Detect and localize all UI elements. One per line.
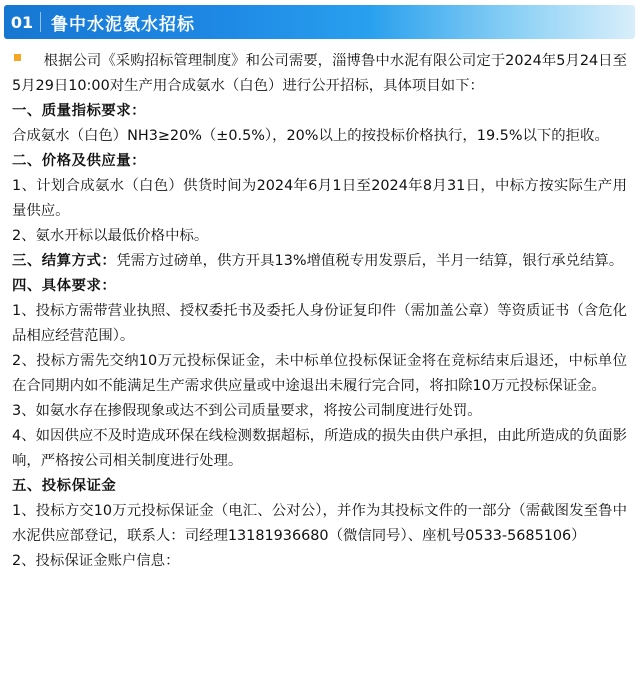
paragraph-settlement	[12, 249, 627, 274]
section-title: 鲁中水泥氨水招标	[51, 14, 195, 35]
section-header-bar	[4, 5, 635, 39]
paragraph-requirements-3: 3、如氨水存在掺假现象或达不到公司质量要求，将按公司制度进行处罚。	[12, 403, 482, 419]
heading-requirements: 四、具体要求：	[12, 278, 117, 294]
paragraph-price-2: 2、氨水开标以最低价格中标。	[12, 228, 209, 244]
heading-quality: 一、质量指标要求：	[12, 103, 147, 119]
paragraph-requirements-1: 1、投标方需带营业执照、授权委托书及委托人身份证复印件（需加盖公章）等资质证书（含危化品相应经营范围）。	[12, 303, 627, 344]
settlement-text: 凭需方过磅单，供方开具13%增值税专用发票后，半月一结算，银行承兑结算。	[116, 253, 624, 269]
paragraph-deposit-1: 1、投标方交10万元投标保证金（电汇、公对公），并作为其投标文件的一部分（需截图发至鲁中水泥供应部登记，联系人：司经理13181936680（微信同号）、座机号0533-5685106）	[12, 503, 627, 544]
paragraph-quality-1: 合成氨水（白色）NH3≥20%（±0.5%），20%以上的按投标价格执行，19.5%以下的拒收。	[12, 128, 609, 144]
bullet-square-icon	[14, 54, 21, 61]
paragraph-price-1: 1、计划合成氨水（白色）供货时间为2024年6月1日至2024年8月31日，中标方按实际生产用量供应。	[12, 178, 627, 219]
paragraph-deposit-2: 2、投标保证金账户信息：	[12, 553, 180, 569]
intro-paragraph: 根据公司《采购招标管理制度》和公司需要，淄博鲁中水泥有限公司定于2024年5月24日至5月29日10:00对生产用合成氨水（白色）进行公开招标，具体项目如下：	[12, 53, 627, 94]
paragraph-requirements-2: 2、投标方需先交纳10万元投标保证金，未中标单位投标保证金将在竞标结束后退还，中标单位在合同期内如不能满足生产需求供应量或中途退出未履行完合同，将扣除10万元投标保证金。	[12, 353, 627, 394]
paragraph-requirements-4: 4、如因供应不及时造成环保在线检测数据超标，所造成的损失由供户承担，由此所造成的负面影响，严格按公司相关制度进行处理。	[12, 428, 627, 469]
heading-deposit: 五、投标保证金	[12, 478, 117, 494]
heading-price: 二、价格及供应量：	[12, 153, 147, 169]
section-number: 01	[10, 12, 34, 32]
document-body	[0, 39, 639, 574]
document-page	[0, 5, 639, 681]
heading-settlement: 三、结算方式：	[12, 253, 117, 269]
